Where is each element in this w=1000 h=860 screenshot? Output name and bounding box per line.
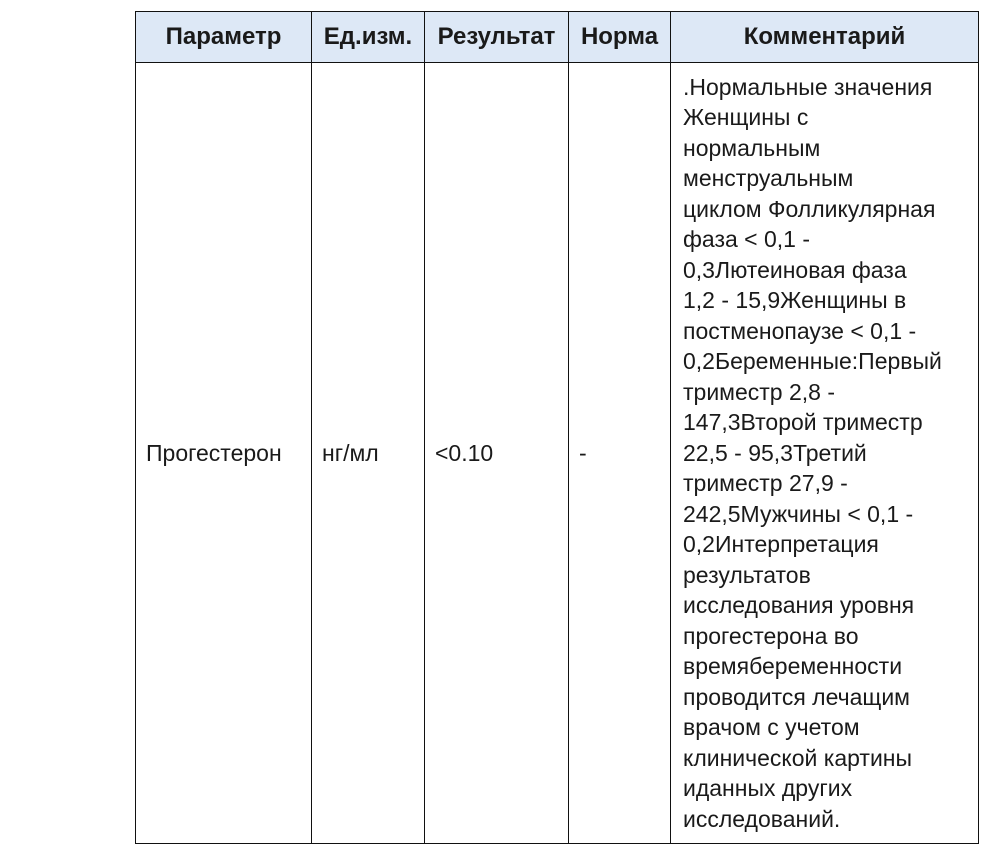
header-result: Результат [425, 12, 569, 63]
comment-line: иданных других [683, 775, 853, 802]
header-comment: Комментарий [671, 12, 979, 63]
comment-line: 22,5 - 95,3Третий [683, 439, 867, 466]
comment-line: исследования уровня [683, 592, 915, 619]
comment-line: 0,3Лютеиновая фаза [683, 256, 907, 283]
comment-line: клинической картины [683, 744, 913, 771]
header-parameter: Параметр [136, 12, 312, 63]
comment-line: исследований. [683, 805, 841, 832]
comment-line: времябеременности [683, 653, 903, 680]
table-row [136, 63, 979, 844]
header-norm: Норма [569, 12, 671, 63]
cell-comment [671, 63, 979, 844]
comment-line: 147,3Второй триместр [683, 409, 923, 436]
comment-line: прогестерона во [683, 622, 859, 649]
cell-parameter: Прогестерон [136, 63, 312, 844]
comment-line: Женщины с [683, 104, 809, 131]
comment-line: триместр 27,9 - [683, 470, 848, 497]
comment-line: проводится лечащим [683, 683, 910, 710]
comment-line: 0,2Беременные:Первый [683, 348, 942, 375]
cell-unit: нг/мл [312, 63, 425, 844]
comment-line: врачом с учетом [683, 714, 860, 741]
comment-line: фаза < 0,1 - [683, 226, 811, 253]
comment-line: .Нормальные значения [683, 73, 933, 100]
comment-line: постменопаузе < 0,1 - [683, 317, 917, 344]
comment-line: циклом Фолликулярная [683, 195, 936, 222]
table-header-row [136, 12, 979, 63]
comment-line: 242,5Мужчины < 0,1 - [683, 500, 914, 527]
cell-norm: - [569, 63, 671, 844]
header-unit: Ед.изм. [312, 12, 425, 63]
comment-line: 1,2 - 15,9Женщины в [683, 287, 907, 314]
cell-result: <0.10 [425, 63, 569, 844]
comment-line: 0,2Интерпретация [683, 531, 879, 558]
comment-line: результатов [683, 561, 811, 588]
comment-line: нормальным [683, 134, 821, 161]
lab-results-table [135, 11, 979, 844]
comment-line: триместр 2,8 - [683, 378, 836, 405]
comment-line: менструальным [683, 165, 854, 192]
